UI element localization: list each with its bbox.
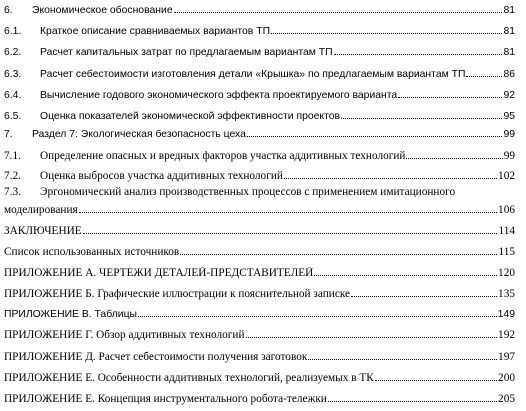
toc-page-number: 92 <box>503 90 515 101</box>
toc-leader-dots <box>341 118 502 119</box>
toc-entry-7-1[interactable] <box>4 146 515 162</box>
toc-leader-dots <box>284 178 497 179</box>
toc-entry-6[interactable] <box>4 0 515 16</box>
toc-page-number: 99 <box>503 150 515 162</box>
toc-page-number: 86 <box>503 69 515 80</box>
toc-entry-appendix-b[interactable] <box>4 284 515 300</box>
toc-leader-dots <box>328 401 497 402</box>
toc-page-number: 106 <box>498 204 515 216</box>
toc-page-number: 205 <box>498 393 515 405</box>
toc-number: 7.3. <box>4 186 21 198</box>
toc-leader-dots <box>375 380 497 381</box>
toc-entry-appendix-e-1[interactable] <box>4 368 515 384</box>
toc-number: 6.2. <box>4 47 22 58</box>
toc-number: 6.1. <box>4 26 22 37</box>
toc-title: ПРИЛОЖЕНИЕ А. ЧЕРТЕЖИ ДЕТАЛЕЙ-ПРЕДСТАВИТЕЛЕЙ <box>4 267 314 279</box>
toc-leader-dots <box>351 296 497 297</box>
toc-number: 6.4. <box>4 90 22 101</box>
toc-title-continued: моделирования <box>4 204 78 216</box>
toc-page-number: 99 <box>503 129 515 140</box>
toc-entry-6-4[interactable] <box>4 85 515 101</box>
toc-leader-dots <box>247 136 503 137</box>
toc-title: ПРИЛОЖЕНИЕ В. Таблицы <box>4 309 137 320</box>
toc-page-number: 200 <box>498 372 515 384</box>
toc-number: 7. <box>4 129 13 140</box>
toc-leader-dots <box>174 12 503 13</box>
toc-entry-appendix-v[interactable] <box>4 304 515 320</box>
toc-leader-dots <box>83 233 498 234</box>
toc-leader-dots <box>79 212 497 213</box>
toc-number: 7.1. <box>4 150 21 162</box>
toc-number: 6. <box>4 5 13 16</box>
toc-entry-conclusion[interactable] <box>4 221 515 237</box>
toc-entry-references[interactable] <box>4 242 515 258</box>
toc-title: Оценка выбросов участка аддитивных технологий <box>40 170 283 182</box>
toc-entry-7[interactable] <box>4 124 515 140</box>
toc-leader-dots <box>334 54 503 55</box>
toc-title: Расчет капитальных затрат по предлагаемым вариантам ТП <box>40 47 333 58</box>
toc-title: Определение опасных и вредных факторов участка аддитивных технологий <box>40 150 406 162</box>
toc-title: Вычисление годового экономического эффекта проектируемого варианта <box>40 90 398 101</box>
toc-entry-7-3[interactable] <box>4 184 515 216</box>
toc-entry-6-2[interactable] <box>4 42 515 58</box>
toc-entry-6-5[interactable] <box>4 106 515 122</box>
toc-leader-dots <box>398 97 502 98</box>
toc-title: Список использованных источников <box>4 246 180 258</box>
toc-page-number: 120 <box>498 267 515 279</box>
toc-page-number: 135 <box>498 288 515 300</box>
toc-page-number: 81 <box>503 47 515 58</box>
toc-leader-dots <box>271 33 502 34</box>
toc-leader-dots <box>246 337 498 338</box>
toc-leader-dots <box>180 254 497 255</box>
toc-entry-appendix-e-2[interactable] <box>4 389 515 405</box>
toc-page-number: 114 <box>498 225 515 237</box>
toc-title: Краткое описание сравниваемых вариантов ТП <box>40 26 271 37</box>
toc-title: Раздел 7: Экологическая безопасность цеха <box>32 129 246 140</box>
toc-entry-6-1[interactable] <box>4 21 515 37</box>
toc-entry-7-2[interactable] <box>4 166 515 182</box>
toc-number: 6.5. <box>4 111 22 122</box>
toc-entry-appendix-d[interactable] <box>4 347 515 363</box>
toc-title: ЗАКЛЮЧЕНИЕ <box>4 225 82 237</box>
toc-entry-appendix-g[interactable] <box>4 325 515 341</box>
toc-title: ПРИЛОЖЕНИЕ Б. Графические иллюстрации к пояснительной записке <box>4 288 351 300</box>
toc-title: Эргономический анализ производственных процессов с применением имитационного <box>40 186 456 198</box>
toc-page-number: 81 <box>503 5 515 16</box>
toc-title: Оценка показателей экономической эффективности проектов <box>40 111 341 122</box>
toc-leader-dots <box>406 158 502 159</box>
toc-entry-6-3[interactable] <box>4 64 515 80</box>
toc-leader-dots <box>308 359 497 360</box>
toc-number: 6.3. <box>4 69 22 80</box>
toc-title: Экономическое обоснование <box>32 5 173 16</box>
toc-entry-appendix-a[interactable] <box>4 263 515 279</box>
toc-page-number: 102 <box>498 170 515 182</box>
toc-page-number: 115 <box>498 246 515 258</box>
toc-title: ПРИЛОЖЕНИЕ Е. Особенности аддитивных технологий, реализуемых в ТК <box>4 372 374 384</box>
toc-title-line2 <box>4 200 515 216</box>
toc-title: ПРИЛОЖЕНИЕ Г. Обзор аддитивных технологий <box>4 329 245 341</box>
toc-leader-dots <box>138 316 497 317</box>
toc-page-number: 197 <box>498 351 515 363</box>
toc-page-number: 149 <box>497 309 515 320</box>
toc-leader-dots <box>314 275 497 276</box>
toc-page-number: 192 <box>498 329 515 341</box>
toc-page-number: 95 <box>503 111 515 122</box>
toc-page-number: 81 <box>503 26 515 37</box>
toc-leader-dots <box>466 76 502 77</box>
toc-title-line1 <box>4 184 515 200</box>
toc-title: ПРИЛОЖЕНИЕ Е. Концепция инструментального робота-тележки <box>4 393 327 405</box>
toc-number: 7.2. <box>4 170 21 182</box>
toc-title: Расчет себестоимости изготовления детали «Крышка» по предлагаемым вариантам ТП <box>40 69 466 80</box>
toc-title: ПРИЛОЖЕНИЕ Д. Расчет себестоимости получения заготовок <box>4 351 308 363</box>
